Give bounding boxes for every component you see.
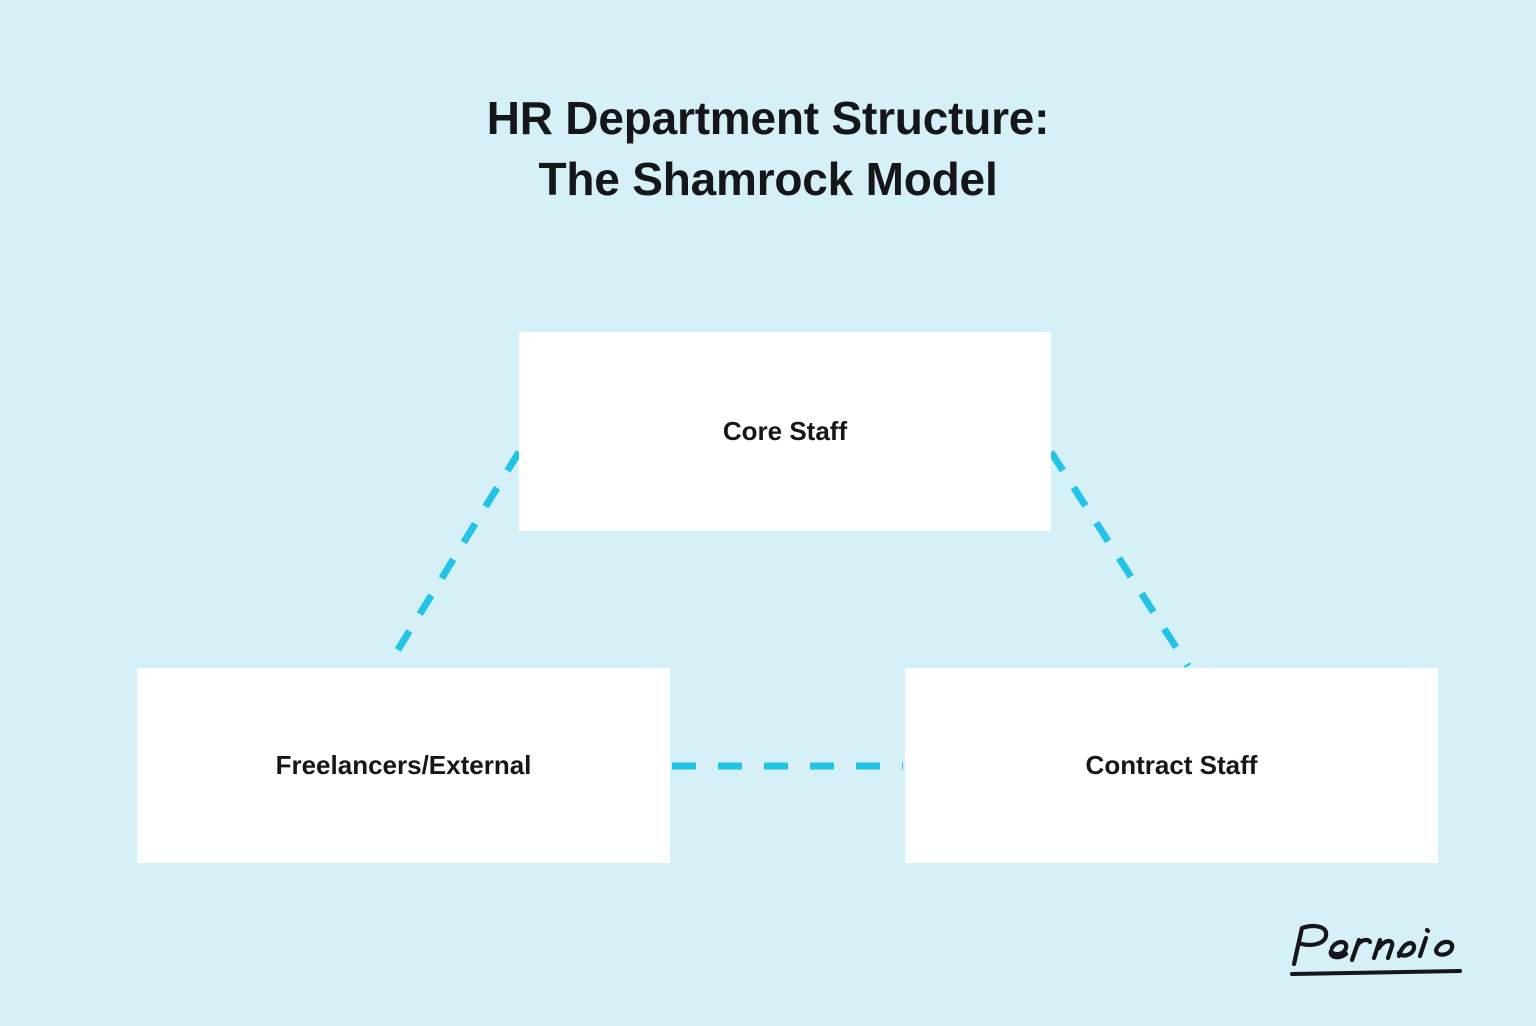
node-core-staff-label: Core Staff [722,416,848,446]
connector-core-to-contract [1051,452,1188,666]
node-contract-staff-label: Contract Staff [1085,750,1258,780]
node-freelancers-external-label: Freelancers/External [275,750,532,780]
connector-core-to-freelancers [388,452,519,666]
node-freelancers-external[interactable] [137,668,670,863]
personio-logo [1284,918,1474,980]
node-contract-staff[interactable] [905,668,1438,863]
node-core-staff[interactable] [519,332,1051,531]
page-title-line-2: The Shamrock Model [538,152,998,205]
page-title-line-1: HR Department Structure: [486,92,1050,144]
